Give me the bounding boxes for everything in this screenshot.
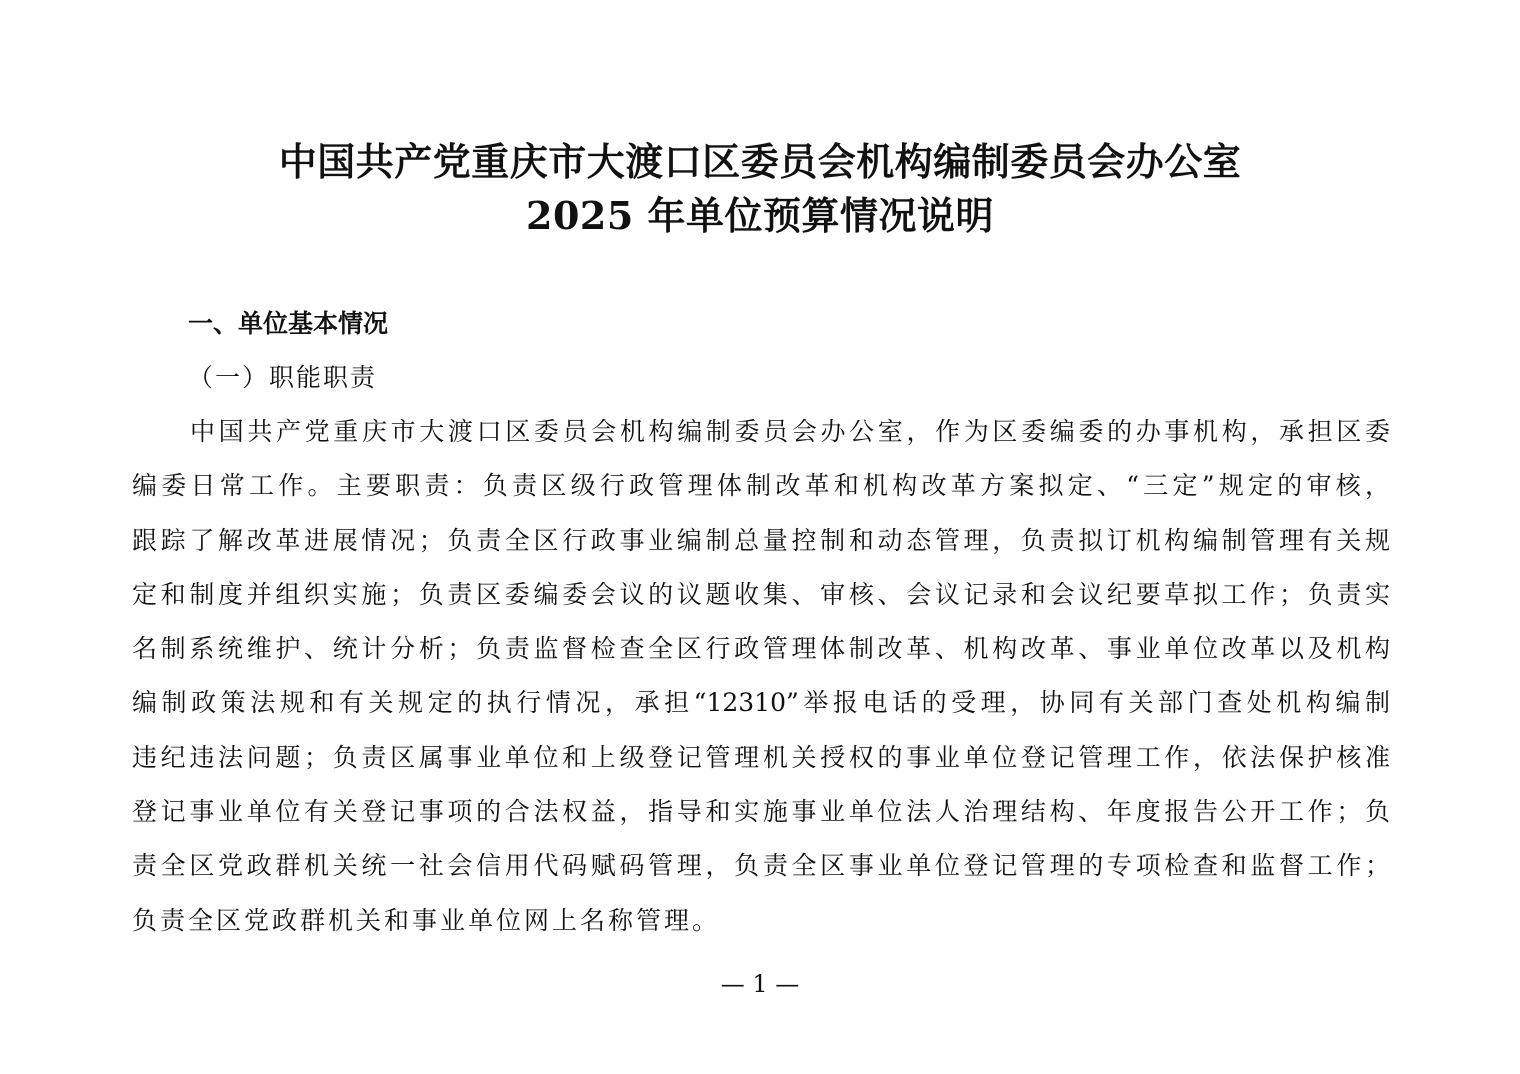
body-line: 编委日常工作。主要职责：负责区级行政管理体制改革和机构改革方案拟定、“三定”规定的审核， (132, 471, 1390, 501)
body-line: 跟踪了解改革进展情况；负责全区行政事业编制总量控制和动态管理，负责拟订机构编制管理有关规 (132, 525, 1390, 555)
body-line: 中国共产党重庆市大渡口区委员会机构编制委员会办公室，作为区委编委的办事机构，承担区委 (190, 417, 1390, 446)
section-heading: 一、单位基本情况 (188, 309, 389, 338)
title-line-1: 中国共产党重庆市大渡口区委员会机构编制委员会办公室 (278, 139, 1242, 184)
body-line: 负责全区党政群机关和事业单位网上名称管理。 (132, 905, 721, 935)
body-line: 编制政策法规和有关规定的执行情况，承担“12310”举报电话的受理，协同有关部门查处机构编制 (132, 688, 1390, 718)
body-line: 违纪违法问题；负责区属事业单位和上级登记管理机关授权的事业单位登记管理工作，依法保护核准 (132, 742, 1390, 772)
body-paragraph (132, 409, 1390, 952)
page-number: — 1 — (720, 970, 800, 998)
sub-heading: （一）职能职责 (188, 363, 378, 392)
body-line: 责全区党政群机关统一社会信用代码赋码管理，负责全区事业单位登记管理的专项检查和监督工作； (132, 851, 1390, 881)
body-line: 登记事业单位有关登记事项的合法权益，指导和实施事业单位法人治理结构、年度报告公开工作；负 (132, 797, 1390, 827)
document-title (0, 135, 1520, 243)
body-line: 名制系统维护、统计分析；负责监督检查全区行政管理体制改革、机构改革、事业单位改革以及机构 (132, 634, 1390, 664)
title-line-2: 2025 年单位预算情况说明 (526, 193, 994, 238)
body-line: 定和制度并组织实施；负责区委编委会议的议题收集、审核、会议记录和会议纪要草拟工作；负责实 (132, 579, 1390, 609)
